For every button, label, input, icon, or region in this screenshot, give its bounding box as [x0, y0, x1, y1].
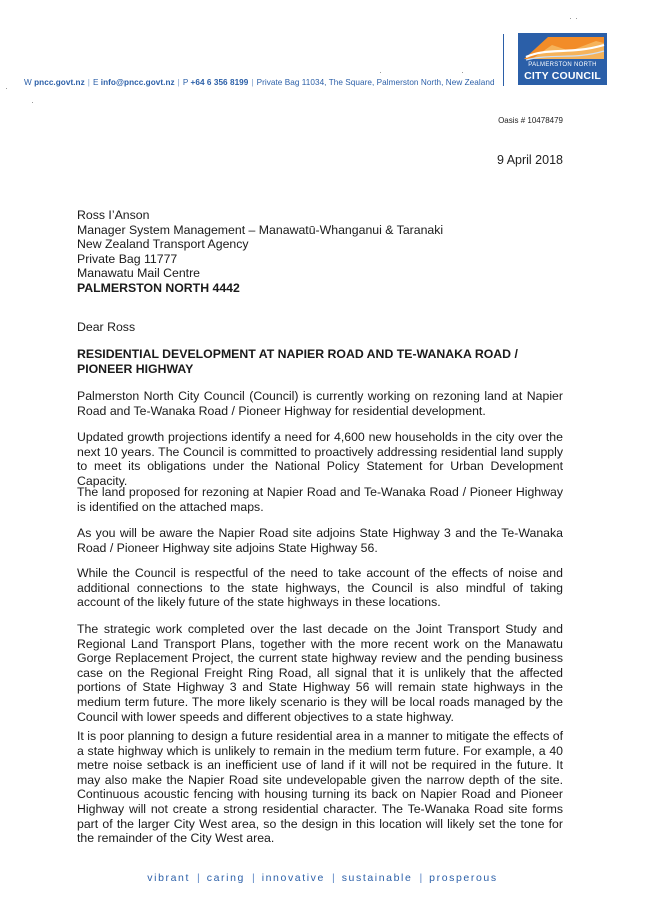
logo-divider — [503, 34, 504, 86]
footer-values — [0, 872, 645, 884]
value-innovative: innovative — [261, 872, 325, 884]
phone-label: P — [182, 78, 189, 87]
footer-separator: | — [251, 872, 255, 884]
value-prosperous: prosperous — [429, 872, 498, 884]
phone-number: +64 6 356 8199 — [190, 78, 249, 87]
recipient-city: PALMERSTON NORTH 4442 — [77, 280, 240, 295]
paragraph: As you will be aware the Napier Road site adjoins State Highway 3 and the Te-Wanaka Road / Pioneer Highway site adjoins State Highway 56. — [77, 526, 563, 555]
footer-separator: | — [331, 872, 335, 884]
recipient-title: Manager System Management – Manawatū-Whanganui & Taranaki — [77, 222, 444, 237]
logo-landscape-icon — [518, 33, 607, 63]
email-label: E — [92, 78, 99, 87]
footer-separator: | — [197, 872, 200, 884]
value-vibrant: vibrant — [147, 872, 191, 884]
paragraph: Palmerston North City Council (Council) is currently working on rezoning land at Napier Road and Te-Wanaka Road / Pioneer Highway for residential development. — [77, 389, 563, 418]
scan-speck — [462, 72, 463, 73]
email-link[interactable]: info@pncc.govt.nz — [100, 78, 175, 87]
salutation: Dear Ross — [77, 320, 136, 334]
reference-number: Oasis # 10478479 — [498, 116, 563, 125]
scan-speck — [576, 18, 577, 19]
paragraph: Updated growth projections identify a need for 4,600 new households in the city over the next 10 years. The Council is committed to proactively addressing residential land supply to meet its obligations under the National Policy Statement for Urban Development Capacity. — [77, 430, 563, 488]
recipient-name: Ross I’Anson — [77, 208, 150, 222]
paragraph: The strategic work completed over the last decade on the Joint Transport Study and Regional Land Transport Plans, together with the more recent work on the Manawatu Gorge Replacement Project, the current state highway review and the pending business case on the Regional Freight Ring Road, all signal that it is unlikely that the affected portions of State Highway 3 and State Highway 56 will remain state highways in the medium term future. The more likely scenario is they will be local roads managed by the Council with lower speeds and different objectives to a state highway. — [77, 622, 563, 724]
paragraph: It is poor planning to design a future residential area in a manner to mitigate the effects of a state highway which is unlikely to remain in the medium term future. For example, a 40 metre noise setback is an inefficient use of land if it will not be required in the future. It may also make the Napier Road site undevelopable given the narrow depth of the site. Continuous acoustic fencing with housing turning its back on Napier Road and Pioneer Highway will not create a strong residential character. The Te-Wanaka Road site forms part of the larger City West area, so the design in this location will likely set the tone for the remainder of the City West area. — [77, 729, 563, 846]
recipient-organisation: New Zealand Transport Agency — [77, 237, 249, 252]
contact-line: W pncc.govt.nz | E info@pncc.govt.nz | P +64 6 356 8199 | Private Bag 11034, The Square, Palmerston North, New Zealand — [24, 78, 495, 87]
recipient-address-line1: Private Bag 11777 — [77, 251, 178, 266]
scan-speck — [570, 18, 571, 19]
logo-text-line1: PALMERSTON NORTH — [528, 62, 597, 68]
letter-date: 9 April 2018 — [496, 153, 563, 167]
scan-speck — [6, 88, 7, 89]
footer-separator: | — [419, 872, 423, 884]
paragraph: While the Council is respectful of the need to take account of the effects of noise and additional connections to the state highways, the Council is also mindful of taking account of the likely future of the state highways in these locations. — [77, 566, 563, 610]
recipient-address — [77, 208, 443, 296]
logo-text-line2: CITY COUNCIL — [524, 70, 601, 82]
council-logo — [518, 33, 607, 85]
recipient-address-line2: Manawatu Mail Centre — [77, 266, 201, 281]
scan-speck — [380, 72, 381, 73]
subject-heading: RESIDENTIAL DEVELOPMENT AT NAPIER ROAD AND TE-WANAKA ROAD / PIONEER HIGHWAY — [77, 347, 518, 376]
value-sustainable: sustainable — [341, 872, 413, 884]
web-label: W — [24, 78, 32, 87]
web-link[interactable]: pncc.govt.nz — [34, 78, 85, 87]
value-caring: caring — [206, 872, 245, 884]
scan-speck — [32, 102, 33, 103]
paragraph: The land proposed for rezoning at Napier Road and Te-Wanaka Road / Pioneer Highway is identified on the attached maps. — [77, 485, 563, 514]
postal-address: Private Bag 11034, The Square, Palmerston North, New Zealand — [256, 78, 495, 87]
